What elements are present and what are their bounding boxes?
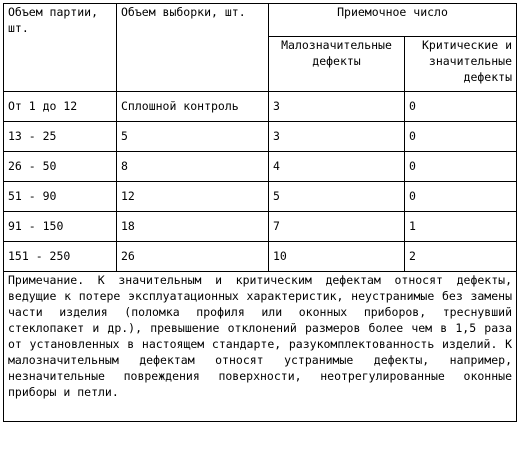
cell-lot: 51 - 90 (4, 182, 117, 212)
cell-sample: 18 (117, 212, 269, 242)
table-row (4, 242, 517, 272)
cell-lot: 13 - 25 (4, 122, 117, 152)
cell-minor: 7 (269, 212, 405, 242)
cell-lot: От 1 до 12 (4, 92, 117, 122)
cell-critical: 0 (405, 92, 517, 122)
table-row (4, 122, 517, 152)
table-row (4, 182, 517, 212)
cell-critical: 0 (405, 182, 517, 212)
cell-critical: 0 (405, 152, 517, 182)
header-minor-defects: Малозначительные дефекты (269, 37, 405, 92)
header-lot-size: Объем партии, шт. (4, 4, 117, 92)
cell-sample: 8 (117, 152, 269, 182)
note-cell (4, 272, 517, 422)
cell-lot: 91 - 150 (4, 212, 117, 242)
table-row (4, 152, 517, 182)
header-sample-size: Объем выборки, шт. (117, 4, 269, 92)
cell-sample: 26 (117, 242, 269, 272)
cell-lot: 26 - 50 (4, 152, 117, 182)
cell-critical: 0 (405, 122, 517, 152)
cell-minor: 3 (269, 122, 405, 152)
cell-sample: Сплошной контроль (117, 92, 269, 122)
cell-minor: 4 (269, 152, 405, 182)
note-row (4, 272, 517, 422)
header-critical-defects: Критические и значительные дефекты (405, 37, 517, 92)
cell-minor: 10 (269, 242, 405, 272)
table-note: Примечание. К значительным и критическим дефектам относят дефекты, ведущие к потере эксплуатационных характеристик, неустранимые без замены части изделия (поломка профиля или оконных приборов, треснувший стеклопакет и др.), превышение отклонений размеров более чем в 1,5 раза от установленных в настоящем стандарте, разукомплектованность изделий. К малозначительным дефектам относят устранимые дефекты, например, незначительные повреждения поверхности, неотрегулированные оконные приборы и петли. (8, 273, 512, 399)
table-row (4, 92, 517, 122)
cell-sample: 5 (117, 122, 269, 152)
cell-minor: 5 (269, 182, 405, 212)
cell-critical: 2 (405, 242, 517, 272)
cell-lot: 151 - 250 (4, 242, 117, 272)
cell-minor: 3 (269, 92, 405, 122)
cell-sample: 12 (117, 182, 269, 212)
table-row (4, 212, 517, 242)
header-row-1 (4, 4, 517, 37)
acceptance-table (3, 3, 517, 422)
cell-critical: 1 (405, 212, 517, 242)
header-acceptance-number: Приемочное число (269, 4, 517, 37)
